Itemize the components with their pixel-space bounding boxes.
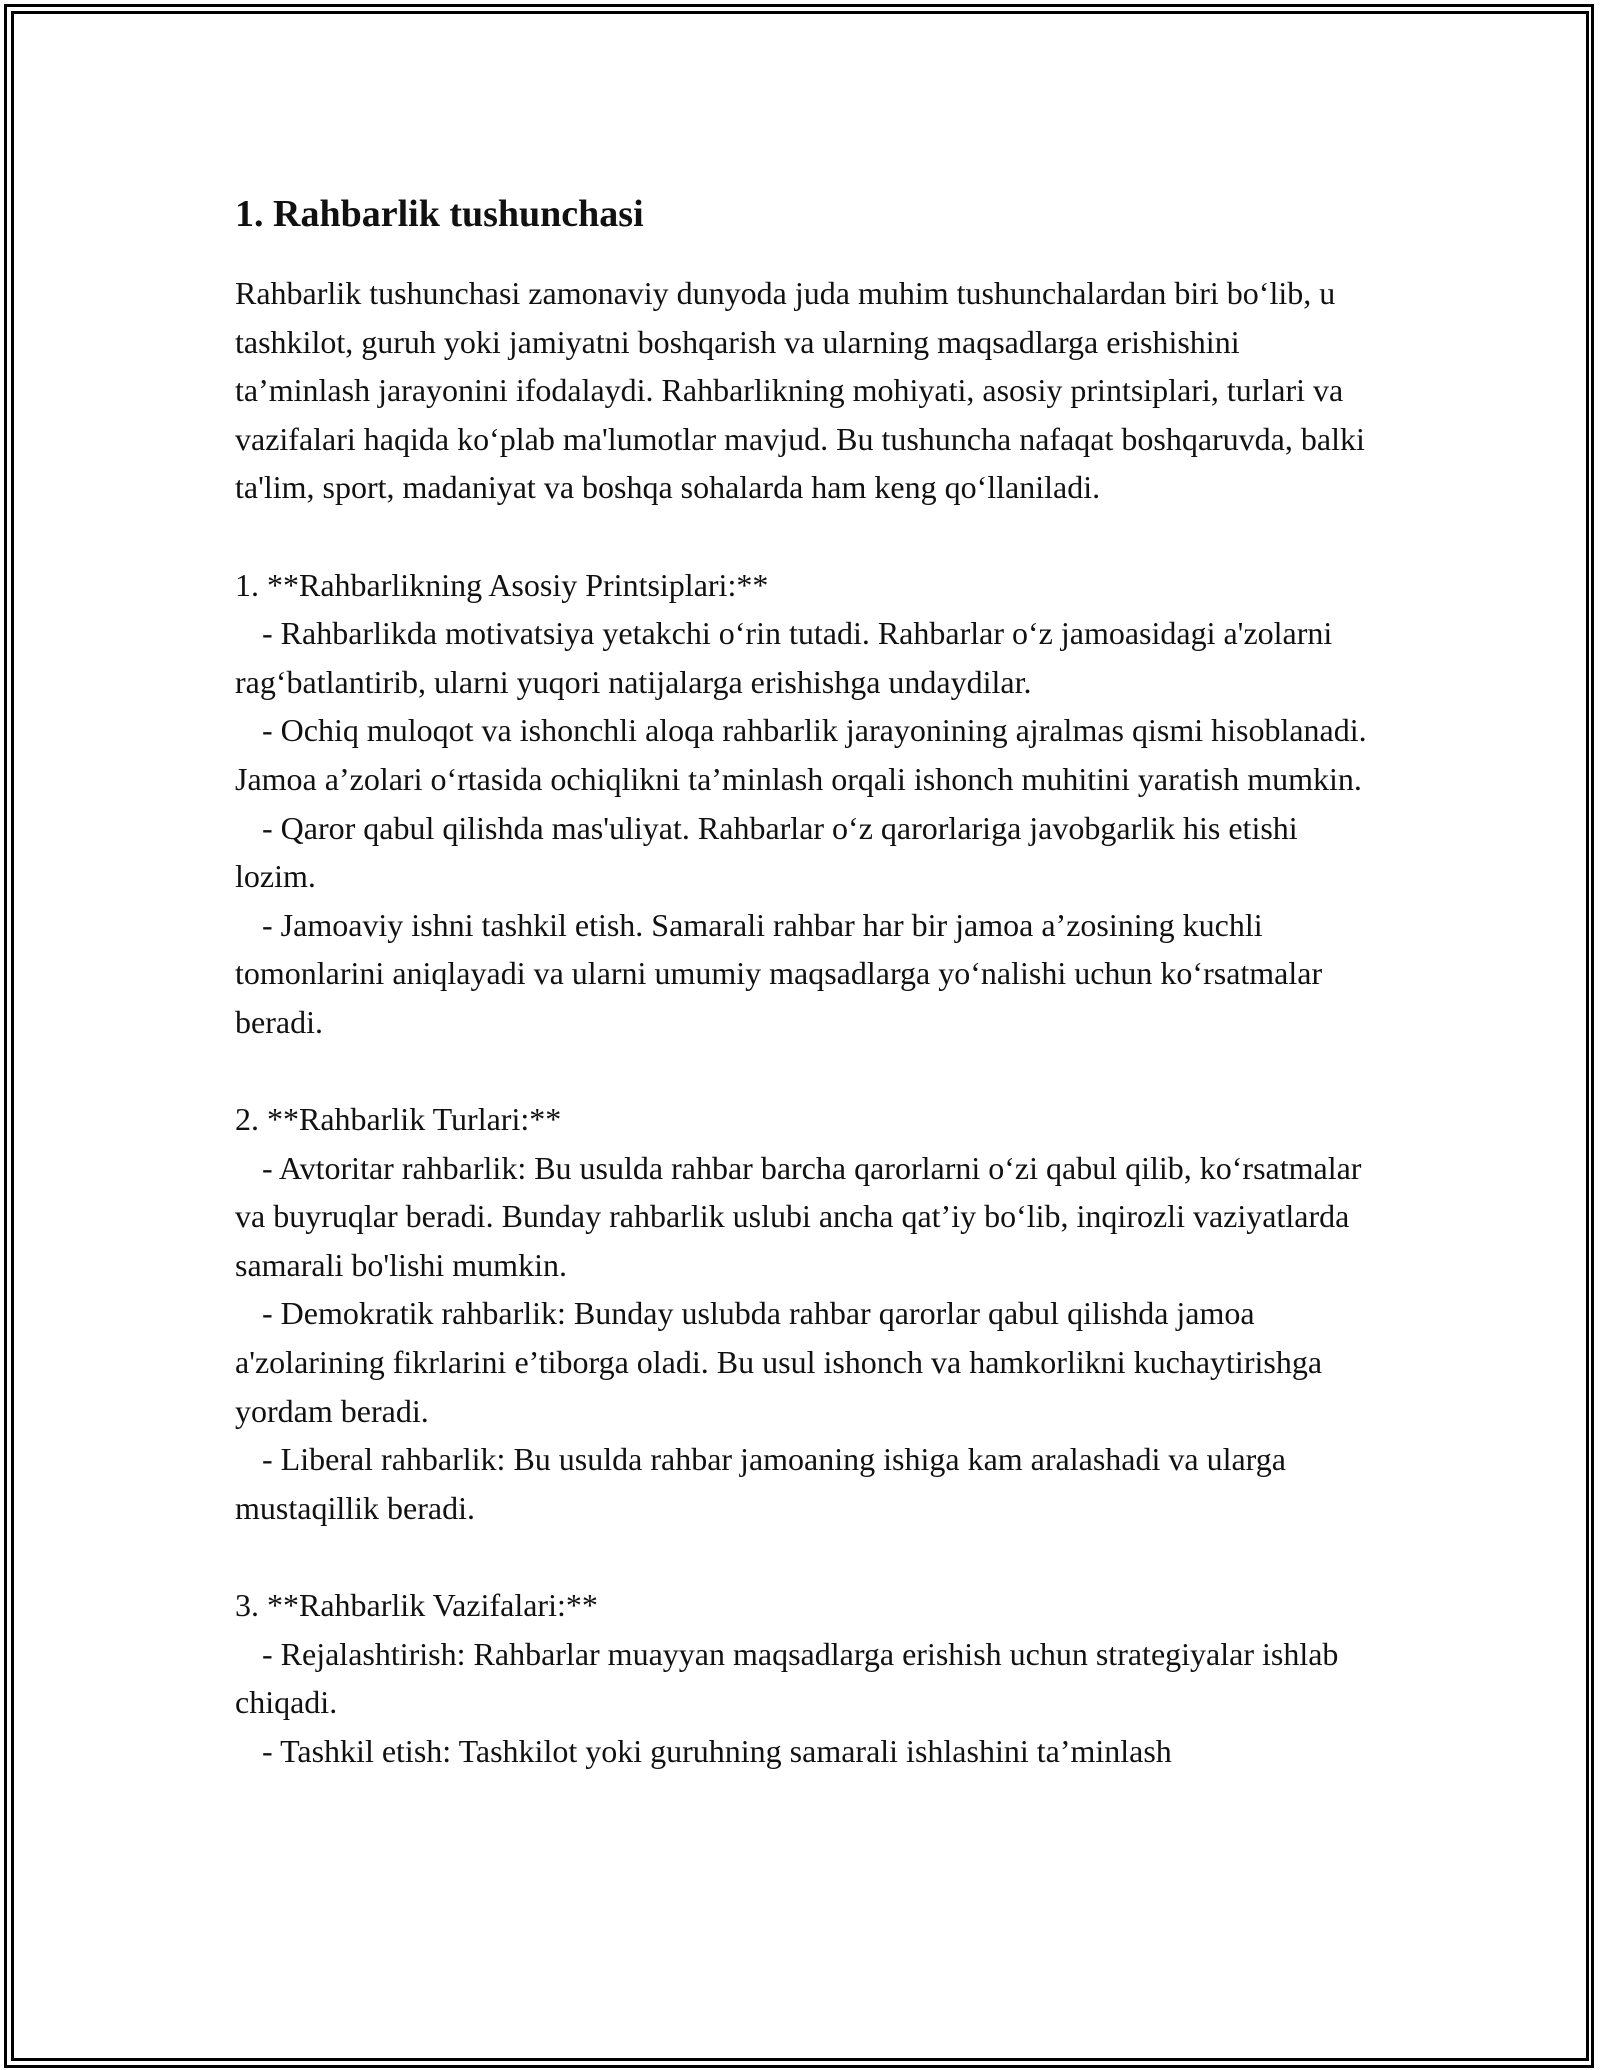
section-types (235, 1095, 1375, 1532)
section-title: 2. **Rahbarlik Turlari:** (235, 1101, 562, 1138)
list-item: - Liberal rahbarlik: Bu usulda rahbar jamoaning ishiga kam aralashadi va ularga mustaqillik beradi. (235, 1441, 1286, 1526)
document-body (235, 190, 1375, 1824)
list-item: - Ochiq muloqot va ishonchli aloqa rahbarlik jarayonining ajralmas qismi hisoblanadi. Jamoa a’zolari o‘rtasida ochiqlikni ta’minlash orqali ishonch muhitini yaratish mumkin. (235, 712, 1367, 797)
section-title: 1. **Rahbarlikning Asosiy Printsiplari:** (235, 566, 769, 603)
intro-paragraph: Rahbarlik tushunchasi zamonaviy dunyoda juda muhim tushunchalardan biri bo‘lib, u tashkilot, guruh yoki jamiyatni boshqarish va ularning maqsadlarga erishishini ta’minlash jarayonini ifodalaydi. Rahbarlikning mohiyati, asosiy printsiplari, turlari va vazifalari haqida ko‘plab ma'lumotlar mavjud. Bu tushuncha nafaqat boshqaruvda, balki ta'lim, sport, madaniyat va boshqa sohalarda ham keng qo‘llaniladi. (235, 275, 1365, 506)
list-item: - Rahbarlikda motivatsiya yetakchi o‘rin tutadi. Rahbarlar o‘z jamoasidagi a'zolarni rag‘batlantirib, ularni yuqori natijalarga erishishga undaydilar. (235, 615, 1333, 700)
list-item: - Tashkil etish: Tashkilot yoki guruhning samarali ishlashini ta’minlash (262, 1732, 1172, 1769)
list-item: - Demokratik rahbarlik: Bunday uslubda rahbar qarorlar qabul qilishda jamoa a'zolarining fikrlarini e’tiborga oladi. Bu usul ishonch va hamkorlikni kuchaytirishga yordam beradi. (235, 1295, 1323, 1429)
list-item: - Rejalashtirish: Rahbarlar muayyan maqsadlarga erishish uchun strategiyalar ishlab chiqadi. (235, 1635, 1339, 1721)
list-item: - Jamoaviy ishni tashkil etish. Samarali rahbar har bir jamoa a’zosining kuchli tomonlarini aniqlayadi va ularni umumiy maqsadlarga yo‘nalishi uchun ko‘rsatmalar beradi. (235, 906, 1323, 1040)
list-item: - Avtoritar rahbarlik: Bu usulda rahbar barcha qarorlarni o‘zi qabul qilib, ko‘rsatmalar va buyruqlar beradi. Bunday rahbarlik uslubi ancha qat’iy bo‘lib, inqirozli vaziyatlarda samarali bo'lishi mumkin. (235, 1149, 1362, 1283)
section-title: 3. **Rahbarlik Vazifalari:** (235, 1587, 598, 1624)
section-functions (235, 1581, 1375, 1775)
section-heading: 1. Rahbarlik tushunchasi (235, 193, 644, 235)
section-principles (235, 561, 1375, 1047)
list-item: - Qaror qabul qilishda mas'uliyat. Rahbarlar o‘z qarorlariga javobgarlik his etishi lozim. (235, 809, 1298, 895)
